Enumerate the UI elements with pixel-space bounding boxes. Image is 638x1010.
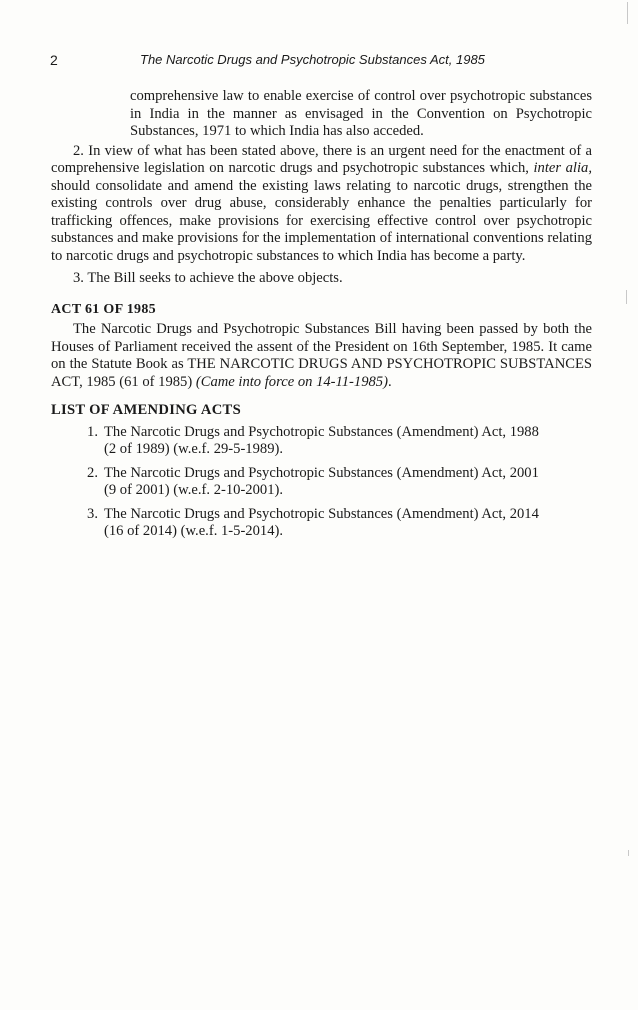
act-paragraph-italic: (Came into force on 14-11-1985) bbox=[195, 373, 388, 390]
list-item-detail: (9 of 2001) (w.e.f. 2-10-2001). bbox=[104, 482, 283, 498]
list-item-body bbox=[104, 465, 592, 500]
list-item-number: 3. bbox=[87, 505, 98, 522]
paragraph-2-text-a: 2. In view of what has been stated above, there is an urgent need for the enactment of a comprehensive legislation on narcotic drugs and psychotropic substances which, bbox=[51, 142, 592, 176]
amending-acts-list bbox=[51, 424, 592, 541]
list-item-body bbox=[104, 506, 592, 541]
act-paragraph-text: The Narcotic Drugs and Psychotropic Substances Bill having been passed by both the Houses of Parliament received the assent of the President on 16th September, 1985. It came on the Statute Book as THE NARCOTIC DRUGS AND PSYCHOTROPIC SUBSTANCES ACT, 1985 (61 of 1985) bbox=[51, 321, 592, 390]
act-paragraph bbox=[51, 321, 592, 391]
page-header bbox=[50, 52, 595, 72]
paragraph-3: 3. The Bill seeks to achieve the above objects. bbox=[73, 270, 343, 286]
scan-mark bbox=[626, 290, 627, 304]
act-paragraph-end: . bbox=[387, 373, 392, 390]
act-heading: ACT 61 OF 1985 bbox=[51, 301, 156, 317]
intro-continuation: comprehensive law to enable exercise of control over psychotropic substances in India in the manner as envisaged in the Convention on Psychotropic Substances, 1971 to which India has also acceded. bbox=[130, 88, 592, 139]
page-body bbox=[51, 88, 592, 547]
list-item-title: The Narcotic Drugs and Psychotropic Substances (Amendment) Act, 2014 bbox=[104, 505, 539, 522]
list-item-title: The Narcotic Drugs and Psychotropic Substances (Amendment) Act, 2001 bbox=[104, 464, 539, 481]
list-item-detail: (2 of 1989) (w.e.f. 29-5-1989). bbox=[104, 441, 283, 457]
list-item-detail: (16 of 2014) (w.e.f. 1-5-2014). bbox=[104, 523, 283, 539]
list-item-body bbox=[104, 424, 592, 459]
paragraph-2-italic: inter alia, bbox=[533, 160, 592, 176]
scan-mark bbox=[628, 850, 629, 856]
list-item-number: 2. bbox=[87, 464, 98, 481]
running-title: The Narcotic Drugs and Psychotropic Substances Act, 1985 bbox=[140, 52, 485, 67]
page-number: 2 bbox=[50, 52, 58, 68]
list-item-title: The Narcotic Drugs and Psychotropic Substances (Amendment) Act, 1988 bbox=[104, 423, 539, 440]
paragraph-2-text-b: should consolidate and amend the existing laws relating to narcotic drugs, strengthen the existing controls over drug abuse, considerably enhance the penalties particularly for trafficking offences, make provisions for exercising effective control over psychotropic substances and make provisions for the implementation of international conventions relating to narcotic drugs and psychotropic substances to which India has become a party. bbox=[51, 177, 592, 264]
list-item bbox=[51, 465, 592, 500]
list-item bbox=[51, 424, 592, 459]
paragraph-2 bbox=[51, 143, 592, 266]
list-item bbox=[51, 506, 592, 541]
list-item-number: 1. bbox=[87, 423, 98, 440]
scan-mark bbox=[627, 2, 628, 24]
amending-acts-heading: LIST OF AMENDING ACTS bbox=[51, 402, 241, 418]
